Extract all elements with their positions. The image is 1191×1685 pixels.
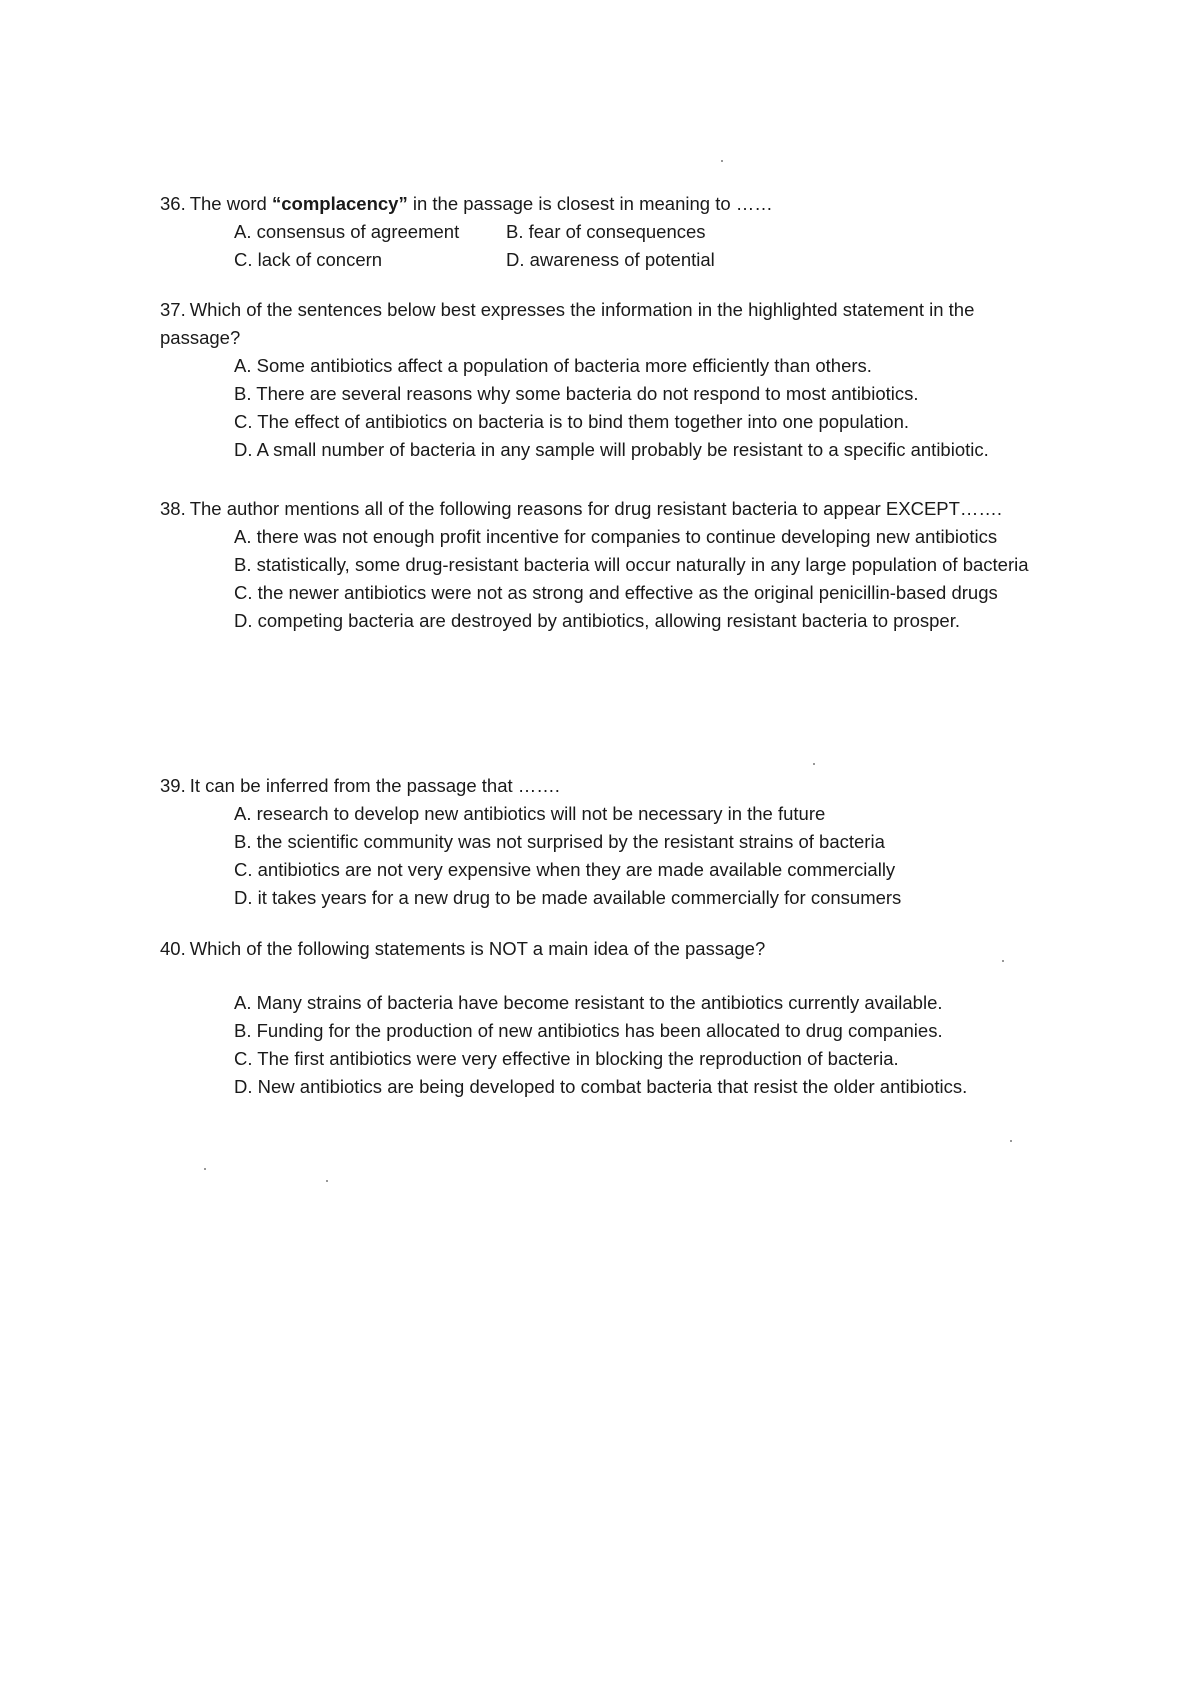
option-a[interactable]: A. Many strains of bacteria have become resistant to the antibiotics currently available. <box>234 992 943 1013</box>
option-d[interactable]: D. awareness of potential <box>506 249 715 270</box>
question-36-stem <box>160 190 1040 218</box>
option-b[interactable]: B. the scientific community was not surprised by the resistant strains of bacteria <box>234 831 885 852</box>
question-number: 38. <box>160 498 186 519</box>
scan-speck <box>326 1180 328 1182</box>
option-d[interactable]: D. it takes years for a new drug to be made available commercially for consumers <box>234 887 902 908</box>
question-38-options <box>160 523 1040 635</box>
question-stem-text: The author mentions all of the following reasons for drug resistant bacteria to appear EXCEPT……. <box>189 498 1003 519</box>
option-a[interactable]: A. Some antibiotics affect a population of bacteria more efficiently than others. <box>234 355 872 376</box>
question-stem-text: Which of the following statements is NOT a main idea of the passage? <box>189 938 766 959</box>
scan-speck <box>1002 960 1004 962</box>
scan-speck <box>721 160 723 162</box>
question-37-options <box>160 352 1040 464</box>
question-36-options <box>160 218 1040 274</box>
question-38-stem <box>160 495 1040 523</box>
question-37-stem <box>160 296 1040 352</box>
question-stem-text: in the passage is closest in meaning to …… <box>407 193 773 214</box>
option-b[interactable]: B. fear of consequences <box>506 221 706 242</box>
scan-speck <box>204 1168 206 1170</box>
option-c[interactable]: C. antibiotics are not very expensive when they are made available commercially <box>234 859 896 880</box>
question-stem-text: The word <box>189 193 272 214</box>
question-40-options <box>160 989 1040 1101</box>
option-b[interactable]: B. There are several reasons why some bacteria do not respond to most antibiotics. <box>234 383 919 404</box>
question-37 <box>160 296 1040 464</box>
option-c[interactable]: C. lack of concern <box>234 249 383 270</box>
question-40-stem <box>160 935 1040 963</box>
question-stem-text: Which of the sentences below best expresses the information in the highlighted statement in the passage? <box>160 299 975 348</box>
question-38 <box>160 495 1040 635</box>
option-c[interactable]: C. The effect of antibiotics on bacteria is to bind them together into one population. <box>234 411 909 432</box>
question-stem-text: It can be inferred from the passage that ……. <box>189 775 560 796</box>
scan-speck <box>1010 1140 1012 1142</box>
question-39-stem <box>160 772 1040 800</box>
question-39-options <box>160 800 1040 912</box>
option-b[interactable]: B. Funding for the production of new antibiotics has been allocated to drug companies. <box>234 1020 943 1041</box>
question-number: 39. <box>160 775 186 796</box>
question-number: 37. <box>160 299 186 320</box>
question-40 <box>160 935 1040 1101</box>
question-number: 36. <box>160 193 186 214</box>
question-39 <box>160 772 1040 912</box>
option-a[interactable]: A. there was not enough profit incentive for companies to continue developing new antibiotics <box>234 526 998 547</box>
question-number: 40. <box>160 938 186 959</box>
scan-speck <box>813 763 815 765</box>
option-c[interactable]: C. the newer antibiotics were not as strong and effective as the original penicillin-based drugs <box>234 582 998 603</box>
option-a[interactable]: A. research to develop new antibiotics will not be necessary in the future <box>234 803 826 824</box>
question-keyword: “complacency” <box>271 193 408 214</box>
option-c[interactable]: C. The first antibiotics were very effective in blocking the reproduction of bacteria. <box>234 1048 899 1069</box>
question-36 <box>160 190 1040 274</box>
option-a[interactable]: A. consensus of agreement <box>234 221 460 242</box>
option-d[interactable]: D. New antibiotics are being developed to combat bacteria that resist the older antibiotics. <box>234 1076 968 1097</box>
option-b[interactable]: B. statistically, some drug-resistant bacteria will occur naturally in any large population of bacteria <box>234 554 1029 575</box>
option-d[interactable]: D. competing bacteria are destroyed by antibiotics, allowing resistant bacteria to prosper. <box>234 610 960 631</box>
option-d[interactable]: D. A small number of bacteria in any sample will probably be resistant to a specific antibiotic. <box>234 439 989 460</box>
